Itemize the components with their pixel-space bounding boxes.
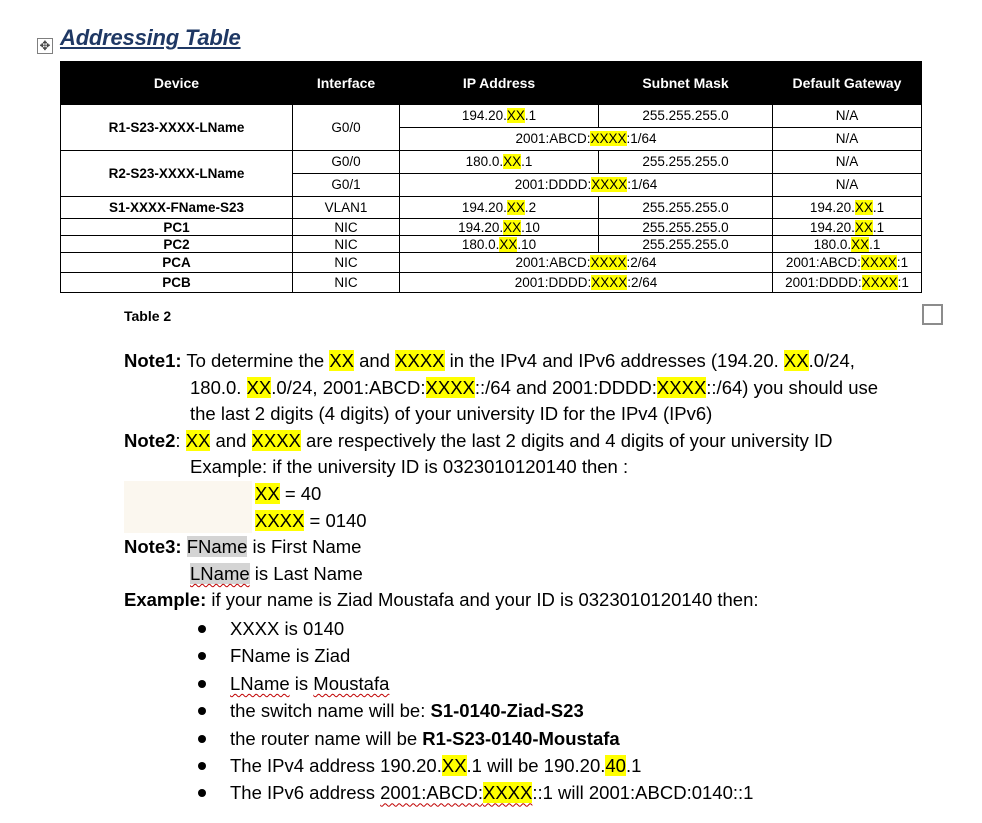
notes-section	[124, 348, 944, 614]
cell-interface-pc1: NIC	[293, 219, 400, 236]
note2-line-3: XX = 40	[255, 482, 322, 504]
cell-mask-r2: 255.255.255.0	[599, 151, 773, 174]
table-row	[61, 273, 922, 293]
list-item: XXXX is 0140	[124, 615, 753, 642]
list-item: the router name will be R1-S23-0140-Moustafa	[124, 725, 753, 752]
bullet-icon	[198, 789, 206, 797]
cell-device-r2: R2-S23-XXXX-LName	[61, 151, 293, 197]
table-caption: Table 2	[124, 308, 172, 324]
cell-device-pca: PCA	[61, 253, 293, 273]
cell-mask-pc1: 255.255.255.0	[599, 219, 773, 236]
table-row	[61, 236, 922, 253]
cell-device-pcb: PCB	[61, 273, 293, 293]
cell-ip-pcb: 2001:DDDD:XXXX:2/64	[400, 273, 773, 293]
cell-ip-r1-ipv4: 194.20.XX.1	[400, 105, 599, 128]
bullet-icon	[198, 762, 206, 770]
cell-gateway-pc2: 180.0.XX.1	[773, 236, 922, 253]
col-header-default-gateway: Default Gateway	[773, 62, 922, 105]
bullet-icon	[198, 652, 206, 660]
bullet-icon	[198, 625, 206, 633]
table-row	[61, 197, 922, 219]
cell-ip-r1-ipv6: 2001:ABCD:XXXX:1/64	[400, 128, 773, 151]
list-item: the switch name will be: S1-0140-Ziad-S23	[124, 697, 753, 724]
cell-gateway-r1-ipv6: N/A	[773, 128, 922, 151]
cell-ip-pc2: 180.0.XX.10	[400, 236, 599, 253]
col-header-ip-address: IP Address	[400, 62, 599, 105]
table-row	[61, 219, 922, 236]
cell-gateway-s1: 194.20.XX.1	[773, 197, 922, 219]
example-bullet-list	[124, 615, 753, 807]
note2-line-1: Note2: XX and XXXX are respectively the last 2 digits and 4 digits of your university ID	[124, 429, 833, 451]
table-row	[61, 253, 922, 273]
col-header-interface: Interface	[293, 62, 400, 105]
cell-mask-r1: 255.255.255.0	[599, 105, 773, 128]
addressing-table	[60, 61, 922, 293]
table-move-handle[interactable]: ✥	[37, 38, 53, 54]
cell-device-s1: S1-XXXX-FName-S23	[61, 197, 293, 219]
cell-ip-r2-ipv6: 2001:DDDD:XXXX:1/64	[400, 174, 773, 197]
cell-device-r1: R1-S23-XXXX-LName	[61, 105, 293, 151]
cell-ip-pc1: 194.20.XX.10	[400, 219, 599, 236]
page-title: Addressing Table	[60, 25, 241, 50]
bullet-icon	[198, 735, 206, 743]
note3-line-2: LName is Last Name	[190, 562, 363, 584]
cell-mask-pc2: 255.255.255.0	[599, 236, 773, 253]
list-item: FName is Ziad	[124, 642, 753, 669]
table-row	[61, 105, 922, 128]
table-row	[61, 151, 922, 174]
cell-device-pc1: PC1	[61, 219, 293, 236]
note1-line-2: 180.0. XX.0/24, 2001:ABCD:XXXX::/64 and 2001:DDDD:XXXX::/64) you should use	[190, 376, 879, 398]
cell-interface-r1: G0/0	[293, 105, 400, 151]
col-header-subnet-mask: Subnet Mask	[599, 62, 773, 105]
cell-gateway-pca: 2001:ABCD:XXXX:1	[773, 253, 922, 273]
list-item: The IPv6 address 2001:ABCD:XXXX::1 will 2001:ABCD:0140::1	[124, 779, 753, 806]
col-header-device: Device	[61, 62, 293, 105]
note2-line-4: XXXX = 0140	[255, 509, 367, 531]
table-header-row	[61, 62, 922, 105]
list-item: The IPv4 address 190.20.XX.1 will be 190.20.40.1	[124, 752, 753, 779]
list-item: LName is Moustafa	[124, 670, 753, 697]
cell-interface-pc2: NIC	[293, 236, 400, 253]
note1-line-1: Note1: To determine the XX and XXXX in the IPv4 and IPv6 addresses (194.20. XX.0/24,	[124, 350, 855, 371]
cell-mask-s1: 255.255.255.0	[599, 197, 773, 219]
cell-interface-pcb: NIC	[293, 273, 400, 293]
cell-interface-pca: NIC	[293, 253, 400, 273]
cell-gateway-pc1: 194.20.XX.1	[773, 219, 922, 236]
cell-interface-r2-g00: G0/0	[293, 151, 400, 174]
cell-ip-pca: 2001:ABCD:XXXX:2/64	[400, 253, 773, 273]
cell-interface-s1: VLAN1	[293, 197, 400, 219]
cell-device-pc2: PC2	[61, 236, 293, 253]
cell-gateway-r2-ipv4: N/A	[773, 151, 922, 174]
note1-line-3: the last 2 digits (4 digits) of your university ID for the IPv4 (IPv6)	[190, 403, 713, 425]
cell-gateway-r2-ipv6: N/A	[773, 174, 922, 197]
cell-gateway-r1-ipv4: N/A	[773, 105, 922, 128]
cell-ip-s1: 194.20.XX.2	[400, 197, 599, 219]
note2-line-2: Example: if the university ID is 0323010120140 then :	[190, 456, 629, 478]
bullet-icon	[198, 707, 206, 715]
note3-line-1: Note3: FName is First Name	[124, 536, 362, 558]
example-line: Example: if your name is Ziad Moustafa and your ID is 0323010120140 then:	[124, 589, 759, 611]
table-resize-handle[interactable]	[922, 304, 943, 325]
cell-ip-r2-ipv4: 180.0.XX.1	[400, 151, 599, 174]
cell-interface-r2-g01: G0/1	[293, 174, 400, 197]
bullet-icon	[198, 680, 206, 688]
cell-gateway-pcb: 2001:DDDD:XXXX:1	[773, 273, 922, 293]
